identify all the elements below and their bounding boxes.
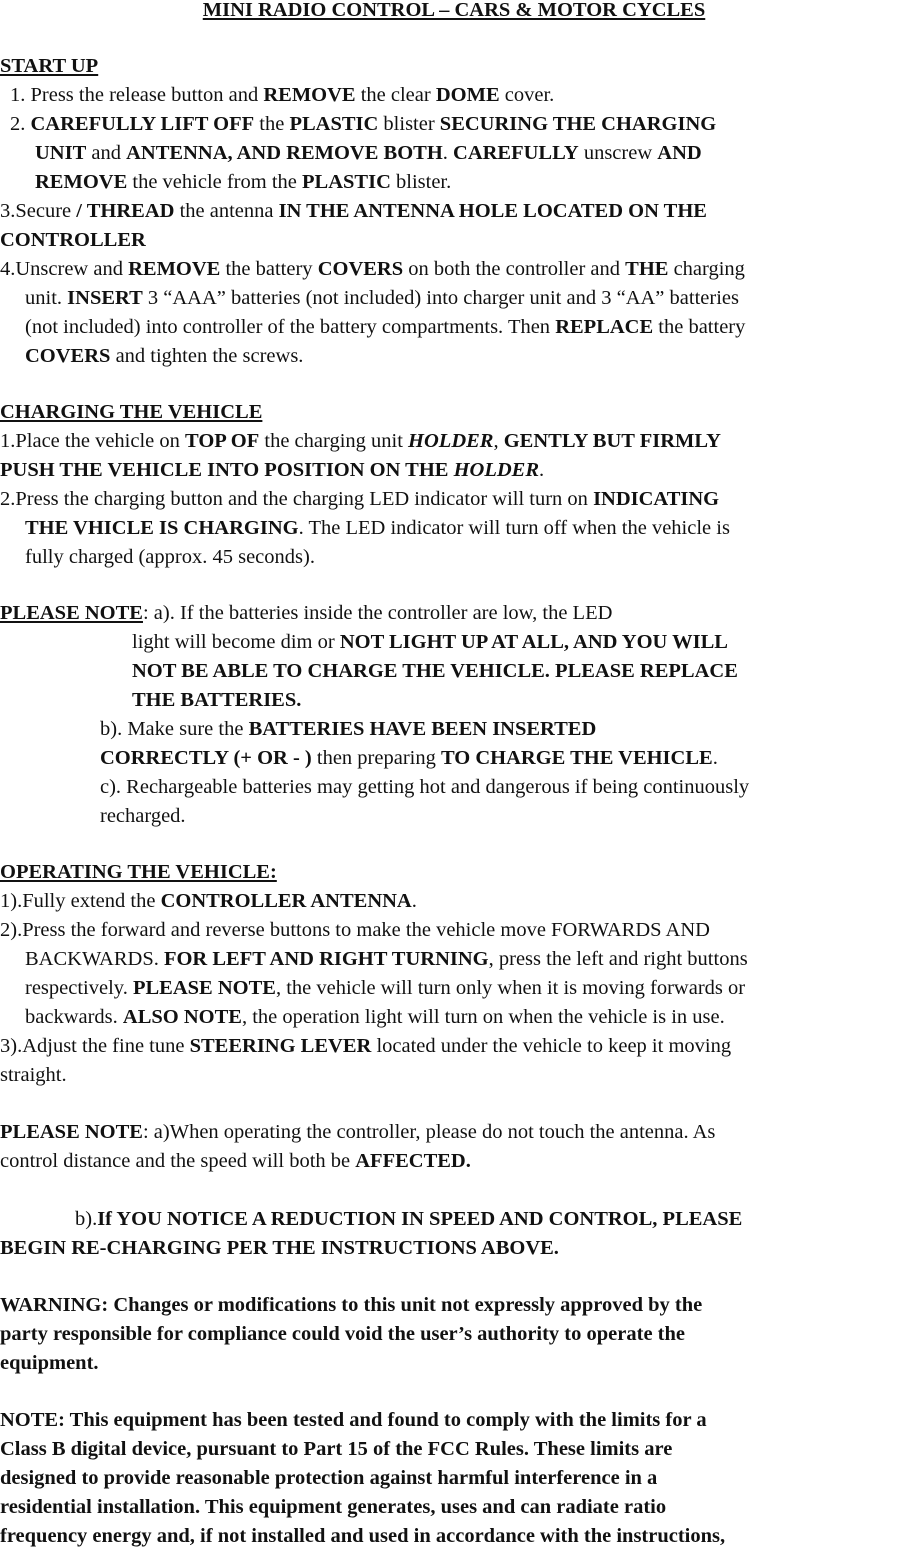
operating-step-1: 1).Fully extend the CONTROLLER ANTENNA.	[0, 890, 417, 912]
note-1-line-a4: THE BATTERIES.	[132, 689, 302, 711]
fcc-note-line-1: NOTE: This equipment has been tested and found to comply with the limits for a	[0, 1409, 707, 1431]
note-1-line-c2: recharged.	[100, 805, 186, 827]
charging-step-1-line-1: 1.Place the vehicle on TOP OF the charging unit HOLDER, GENTLY BUT FIRMLY	[0, 430, 721, 452]
charging-step-1-line-2: PUSH THE VEHICLE INTO POSITION ON THE HOLDER.	[0, 459, 545, 481]
operating-step-3-line-2: straight.	[0, 1064, 67, 1086]
start-up-heading: START UP	[0, 55, 99, 77]
operating-step-3-line-1: 3).Adjust the fine tune STEERING LEVER located under the vehicle to keep it moving	[0, 1035, 732, 1057]
fcc-note-line-4: residential installation. This equipment generates, uses and can radiate ratio	[0, 1496, 667, 1518]
note-1-line-a1: PLEASE NOTE: a). If the batteries inside the controller are low, the LED	[0, 602, 613, 624]
note-1-line-b2: CORRECTLY (+ OR - ) then preparing TO CHARGE THE VEHICLE.	[100, 747, 718, 769]
charging-step-2-line-2: THE VHICLE IS CHARGING. The LED indicator will turn off when the vehicle is	[25, 517, 730, 539]
note-2-line-b2: BEGIN RE-CHARGING PER THE INSTRUCTIONS ABOVE.	[0, 1237, 559, 1259]
start-up-step-2-line-3: REMOVE the vehicle from the PLASTIC blister.	[35, 171, 452, 193]
start-up-step-1: 1. Press the release button and REMOVE the clear DOME cover.	[10, 84, 555, 106]
note-2-line-b1: b).If YOU NOTICE A REDUCTION IN SPEED AND CONTROL, PLEASE	[75, 1208, 743, 1230]
start-up-step-4-line-3: (not included) into controller of the battery compartments. Then REPLACE the battery	[25, 316, 746, 338]
note-2-line-a2: control distance and the speed will both be AFFECTED.	[0, 1150, 471, 1172]
start-up-step-2-line-2: UNIT and ANTENNA, AND REMOVE BOTH. CAREFULLY unscrew AND	[35, 142, 702, 164]
note-1-line-a3: NOT BE ABLE TO CHARGE THE VEHICLE. PLEASE REPLACE	[132, 660, 738, 682]
start-up-step-2-line-1: 2. CAREFULLY LIFT OFF the PLASTIC blister SECURING THE CHARGING	[10, 113, 717, 135]
start-up-step-3-line-1: 3.Secure / THREAD the antenna IN THE ANTENNA HOLE LOCATED ON THE	[0, 200, 707, 222]
operating-step-2-line-2: BACKWARDS. FOR LEFT AND RIGHT TURNING, press the left and right buttons	[25, 948, 748, 970]
note-1-line-b1: b). Make sure the BATTERIES HAVE BEEN INSERTED	[100, 718, 597, 740]
start-up-step-4-line-1: 4.Unscrew and REMOVE the battery COVERS on both the controller and THE charging	[0, 258, 745, 280]
warning-line-1: WARNING: Changes or modifications to this unit not expressly approved by the	[0, 1294, 703, 1316]
warning-line-3: equipment.	[0, 1352, 99, 1374]
charging-step-2-line-3: fully charged (approx. 45 seconds).	[25, 546, 315, 568]
start-up-step-4-line-4: COVERS and tighten the screws.	[25, 345, 304, 367]
fcc-note-line-5: frequency energy and, if not installed and used in accordance with the instructions,	[0, 1525, 726, 1547]
warning-line-2: party responsible for compliance could void the user’s authority to operate the	[0, 1323, 685, 1345]
charging-heading: CHARGING THE VEHICLE	[0, 401, 263, 423]
start-up-step-4-line-2: unit. INSERT 3 “AAA” batteries (not included) into charger unit and 3 “AA” batteries	[25, 287, 739, 309]
operating-step-2-line-3: respectively. PLEASE NOTE, the vehicle will turn only when it is moving forwards or	[25, 977, 746, 999]
start-up-step-3-line-2: CONTROLLER	[0, 229, 146, 251]
operating-step-2-line-4: backwards. ALSO NOTE, the operation light will turn on when the vehicle is in use.	[25, 1006, 725, 1028]
note-2-line-a1: PLEASE NOTE: a)When operating the controller, please do not touch the antenna. As	[0, 1121, 716, 1143]
charging-step-2-line-1: 2.Press the charging button and the charging LED indicator will turn on INDICATING	[0, 488, 720, 510]
note-1-line-a2: light will become dim or NOT LIGHT UP AT ALL, AND YOU WILL	[132, 631, 728, 653]
note-1-line-c1: c). Rechargeable batteries may getting hot and dangerous if being continuously	[100, 776, 750, 798]
operating-heading: OPERATING THE VEHICLE:	[0, 861, 277, 883]
fcc-note-line-3: designed to provide reasonable protection against harmful interference in a	[0, 1467, 658, 1489]
fcc-note-line-2: Class B digital device, pursuant to Part 15 of the FCC Rules. These limits are	[0, 1438, 673, 1460]
operating-step-2-line-1: 2).Press the forward and reverse buttons to make the vehicle move FORWARDS AND	[0, 919, 710, 941]
page-title: MINI RADIO CONTROL – CARS & MOTOR CYCLES	[202, 0, 706, 21]
